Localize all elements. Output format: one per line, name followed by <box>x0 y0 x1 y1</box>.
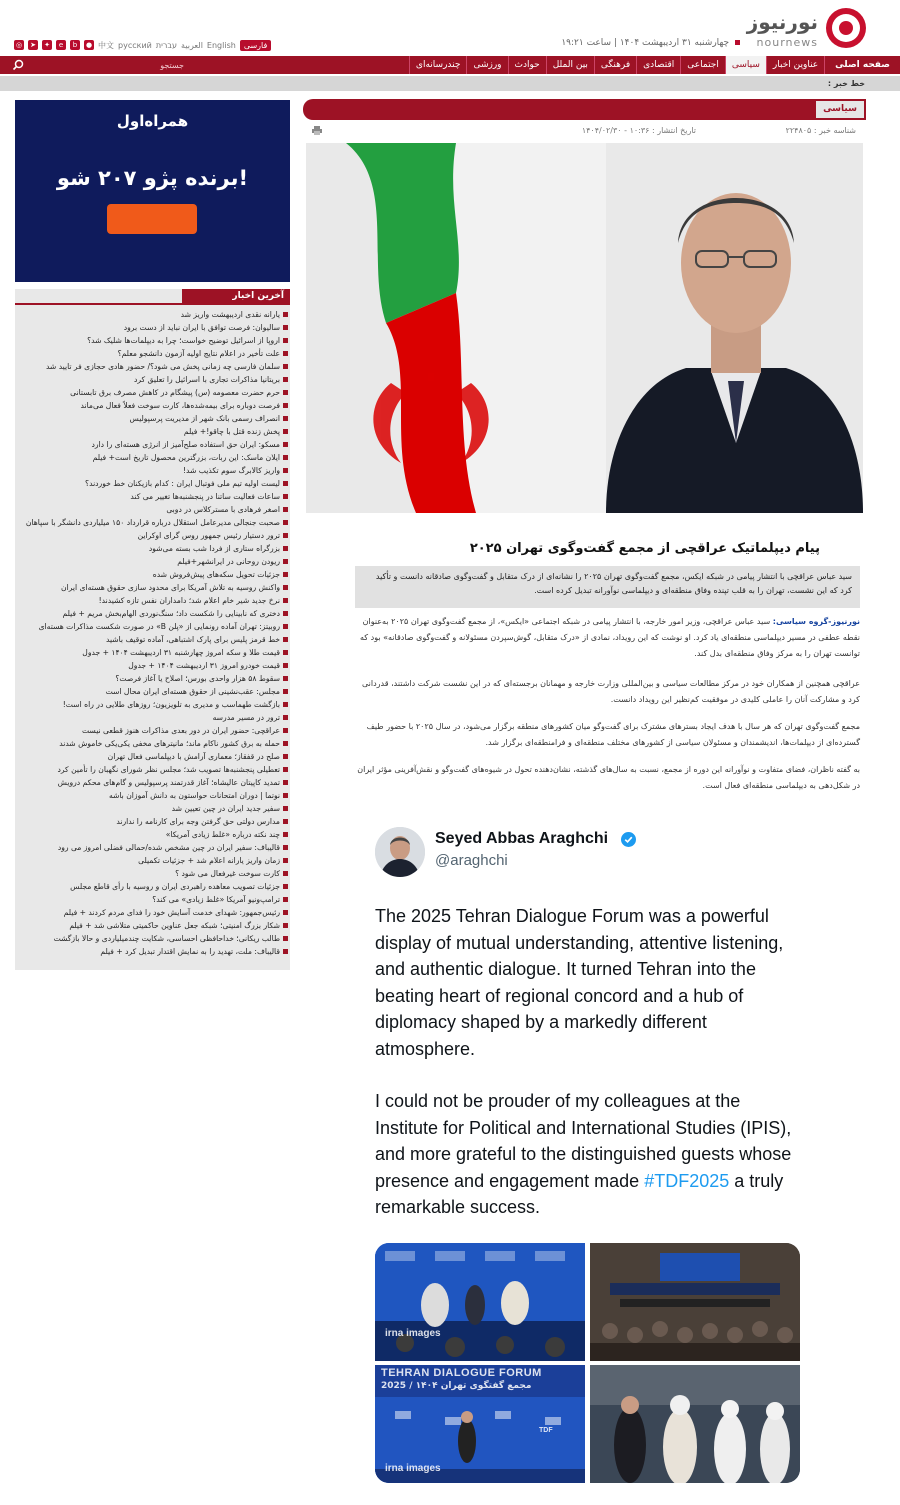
latest-news-item[interactable]: تمدید کاپیتان عالیشاه؛ آغاز قدرتمند پرسپولیس و گام‌های محکم درویش <box>15 776 290 789</box>
latest-news-item[interactable]: سالیوان: فرصت توافق با ایران نباید از دست برود <box>15 321 290 334</box>
tweet-paragraph-2-end: a truly remarkable success. <box>375 1170 784 1217</box>
ad-cta-button[interactable] <box>107 204 197 234</box>
lang-hebrew[interactable]: עברית <box>155 40 178 50</box>
nav-home[interactable]: صفحه اصلی <box>824 56 900 74</box>
nav-multimedia[interactable]: چندرسانه‌ای <box>409 56 467 74</box>
tweet-photo-1[interactable] <box>375 1243 585 1361</box>
telegram-icon[interactable]: ➤ <box>28 40 38 50</box>
article-paragraph-1 <box>355 614 860 662</box>
latest-news-item[interactable]: قیمت طلا و سکه امروز چهارشنبه ۳۱ اردیبهشت ۱۴۰۴ + جدول <box>15 646 290 659</box>
latest-news-item[interactable]: اصغر فرهادی با مسترکلاس در دوبی <box>15 503 290 516</box>
latest-news-item[interactable]: سقوط ۵۸ هزار واحدی بورس؛ اصلاح یا آغاز فرصت؟ <box>15 672 290 685</box>
nav-sports[interactable]: ورزشی <box>466 56 507 74</box>
ad-banner[interactable] <box>15 100 290 282</box>
photo-1-image <box>375 1243 585 1361</box>
latest-news-item[interactable]: فرصت دوباره برای بیمه‌شده‌ها، کارت سوخت فعلاً فعال می‌ماند <box>15 399 290 412</box>
lang-chinese[interactable]: 中文 <box>98 40 114 50</box>
latest-news-item[interactable]: اروپا از اسرائیل توضیح خواست؛ چرا به دیپلمات‌ها شلیک شد؟ <box>15 334 290 347</box>
search-icon[interactable] <box>12 59 24 71</box>
eitaa-icon[interactable]: e <box>56 40 66 50</box>
latest-news-item[interactable]: جزئیات تصویب معاهده راهبردی ایران و روسیه با رأی قاطع مجلس <box>15 880 290 893</box>
photo-3-watermark: irna images <box>385 1463 441 1474</box>
latest-news-item[interactable]: پخش زنده قتل با چاقو!+ فیلم <box>15 425 290 438</box>
latest-news-item[interactable]: زمان واریز یارانه اعلام شد + جزئیات تکمیلی <box>15 854 290 867</box>
tweet-media-grid <box>375 1243 800 1483</box>
latest-news-item[interactable]: یارانه نقدی اردیبهشت واریز شد <box>15 308 290 321</box>
latest-news-item[interactable]: دختری که نابینایی را شکست داد؛ سنگ‌نوردی الهام‌بخش مریم + فیلم <box>15 607 290 620</box>
logo-name: نورنیوز <box>746 10 818 34</box>
tweet-photo-4[interactable] <box>590 1365 800 1483</box>
search-box <box>8 58 188 72</box>
latest-news-item[interactable]: قالیباف: سفیر ایران در چین مشخص شده/حمالی فضلی امروز می رود <box>15 841 290 854</box>
nav-politics[interactable]: سیاسی <box>725 56 766 74</box>
section-bar <box>303 99 866 120</box>
latest-news-item[interactable]: واریز کالابرگ سوم تکذیب شد! <box>15 464 290 477</box>
latest-news-item[interactable]: حمله به برق کشور ناکام ماند؛ مانیترهای مخفی یکی‌یکی خاموش شدند <box>15 737 290 750</box>
latest-news-item[interactable]: صلح در قفقاز؛ معماری آرامش با دیپلماسی فعال تهران <box>15 750 290 763</box>
latest-news-item[interactable]: رئیس‌جمهور: شهدای خدمت آسایش خود را فدای مردم کردند + فیلم <box>15 906 290 919</box>
latest-news-item[interactable]: نرخ جدید شیر خام اعلام شد؛ دامداران نفس تازه کشیدند! <box>15 594 290 607</box>
latest-news-item[interactable]: نوتما | دوران امتحانات حواستون به دانش آموزان باشه <box>15 789 290 802</box>
photo-3-banner-fa: مجمع گفتگوی تهران ۱۴۰۴ / 2025 <box>381 1381 532 1391</box>
latest-news-list <box>15 308 290 958</box>
nav-economy[interactable]: اقتصادی <box>636 56 680 74</box>
bale-icon[interactable]: b <box>70 40 80 50</box>
nav-headlines[interactable]: عناوین اخبار <box>766 56 824 74</box>
article-paragraph-3: مجمع گفت‌وگوی تهران که هر سال با هدف ایجاد بسترهای مشترک برای گفت‌وگو میان کشورهای منطقه برگزار می‌شود، در سال ۲۰۲۵ با حضور طیف گسترده‌ای از دیپلمات‌ها، اندیشمندان و مسئولان سیاسی از کشورهای مختلف منطقه‌ای و فرامنطقه‌ای برگزار شد. <box>366 722 860 747</box>
tweet-author-name[interactable]: Seyed Abbas Araghchi <box>435 830 609 847</box>
article-headline: پیام دیپلماتیک عراقچی از مجمع گفت‌وگوی تهران ۲۰۲۵ <box>469 541 820 556</box>
tweet-photo-3[interactable] <box>375 1365 585 1483</box>
nav-international[interactable]: بین الملل <box>546 56 594 74</box>
calendar-icon <box>735 40 740 45</box>
nournews-logo-icon <box>822 4 870 52</box>
article-lead: سید عباس عراقچی با انتشار پیامی در شبکه ایکس، مجمع گفت‌وگوی تهران ۲۰۲۵ را نشانه‌ای از درک متقابل و گفت‌وگوی صادقانه دانست و تأکید کرد که این نشست، تهران را به قلب تپنده وفاق منطقه‌ای و دیپلماسی نوآورانه تبدیل کرده است. <box>355 566 860 608</box>
latest-news-item[interactable]: تعطیلی پنجشنبه‌ها تصویب شد؛ مجلس نظر شورای نگهبان را تأمین کرد <box>15 763 290 776</box>
verified-badge-icon <box>621 832 636 847</box>
lang-russian[interactable]: русский <box>118 40 152 50</box>
latest-news-item[interactable]: ایلان ماسک: این ربات، بزرگترین محصول تاریخ است+ فیلم <box>15 451 290 464</box>
photo-3-tdf-badge: TDF <box>539 1427 553 1434</box>
tweet-avatar[interactable] <box>375 827 425 877</box>
latest-news-item[interactable]: انصراف رسمی بانک شهر از مدیریت پرسپولیس <box>15 412 290 425</box>
embedded-tweet <box>363 815 811 1495</box>
instagram-icon[interactable]: ◎ <box>15 41 23 49</box>
latest-news-item[interactable]: عراقچی: حضور ایران در دور بعدی مذاکرات هنوز قطعی نیست <box>15 724 290 737</box>
latest-news-item[interactable]: شکار بزرگ امنیتی؛ شبکه جعل عناوین حاکمیتی متلاشی شد + فیلم <box>15 919 290 932</box>
latest-news-item[interactable]: قیمت خودرو امروز ۳۱ اردیبهشت ۱۴۰۴ + جدول <box>15 659 290 672</box>
latest-news-item[interactable]: ترامپ‌ونیو آمریکا «غلط زیادی» می کند؟ <box>15 893 290 906</box>
latest-news-item[interactable]: حرم حضرت معصومه (س) پیشگام در کاهش مصرف برق تابستانی <box>15 386 290 399</box>
latest-news-item[interactable]: بریتانیا مذاکرات تجاری با اسرائیل را تعلیق کرد <box>15 373 290 386</box>
latest-news-item[interactable]: لیست اولیه تیم ملی فوتبال ایران : کدام بازیکنان خط خوردند؟ <box>15 477 290 490</box>
ad-slogan: برنده پژو ۲۰۷ شو! <box>56 166 249 190</box>
news-ticker <box>0 76 900 91</box>
date-text: چهارشنبه ۳۱ اردیبهشت ۱۴۰۴ | ساعت ۱۹:۲۱ <box>561 38 730 48</box>
date-line <box>470 38 740 48</box>
latest-news-item[interactable]: ترور دستیار رئیس جمهور روس گرای اوکراین <box>15 529 290 542</box>
portrait-with-flag-image <box>306 143 863 513</box>
latest-news-panel <box>15 289 290 970</box>
tweet-paragraph-2-start: I could not be prouder of my colleagues at the Institute for Political and International Studies (IPIS), and more grateful to the distinguished guests whose presence and engagement made <box>375 1091 792 1191</box>
latest-news-item[interactable]: ساعات فعالیت ساتنا در پنجشنبه‌ها تغییر می کند <box>15 490 290 503</box>
lang-persian[interactable]: فارسی <box>240 40 272 51</box>
nav-incidents[interactable]: حوادث <box>508 56 546 74</box>
lang-english[interactable]: English <box>206 40 236 50</box>
latest-news-item[interactable]: طالب ریکانی؛ خداحافظی احساسی، شکایت چندمیلیاردی و حالا بازگشت <box>15 932 290 945</box>
nav-culture[interactable]: فرهنگی <box>594 56 636 74</box>
twitter-icon[interactable]: ✦ <box>42 40 52 50</box>
print-icon[interactable] <box>312 126 322 135</box>
lang-arabic[interactable]: العربية <box>181 40 203 50</box>
article-paragraph-4: به گفته ناظران، فضای متفاوت و نوآورانه این دوره از مجمع، نسبت به سال‌های گذشته، نشان‌دهنده تحول در شیوه‌های گفت‌وگو و نقش‌آفرینی مؤثر ایران در شکل‌دهی به دیپلماسی منطقه‌ای فعال است. <box>357 765 860 790</box>
ticker-label: خط خبر : <box>827 79 865 88</box>
latest-news-item[interactable]: خط قرمز پلیس برای پارک اشتباهی، آماده توقیف باشید <box>15 633 290 646</box>
site-header <box>0 0 900 56</box>
latest-news-item[interactable]: سفیر جدید ایران در چین تعیین شد <box>15 802 290 815</box>
latest-news-item[interactable]: صحبت جنجالی مدیرعامل استقلال درباره قرارداد ۱۵۰ میلیاردی دانشگر با سپاهان <box>15 516 290 529</box>
nav-social[interactable]: اجتماعی <box>680 56 725 74</box>
latest-news-item[interactable]: بازگشت طهماسب و مدیری به تلویزیون؛ روزهای طلایی در راه است! <box>15 698 290 711</box>
publish-date: تاریخ انتشار : ۱۰:۳۶ - ۱۴۰۴/۰۲/۳۰ <box>581 126 696 135</box>
tweet-handle[interactable]: @araghchi <box>435 852 508 869</box>
latest-news-item[interactable]: سلمان فارسی چه زمانی پخش می شود؟/ حضور هادی حجازی فر تایید شد <box>15 360 290 373</box>
latest-news-item[interactable]: بزرگراه ستاری از فردا شب بسته می‌شود <box>15 542 290 555</box>
article-meta <box>306 126 856 138</box>
latest-news-divider <box>15 303 290 305</box>
latest-news-item[interactable]: علت تأخیر در اعلام نتایج اولیه آزمون دانشجو معلم؟ <box>15 347 290 360</box>
photo-3-banner-en: TEHRAN DIALOGUE FORUM <box>381 1367 542 1379</box>
avatar-image <box>375 827 425 877</box>
latest-news-item[interactable]: روبیتز: تهران آماده رونمایی از «پلن B» در صورت شکست مذاکرات هسته‌ای <box>15 620 290 633</box>
article-source: نورنیوز-گروه سیاسی: <box>772 617 860 626</box>
photo-1-watermark: irna images <box>385 1328 441 1339</box>
aparat-icon[interactable]: ● <box>85 41 93 49</box>
photo-2-image <box>590 1243 800 1361</box>
section-tag[interactable]: سیاسی <box>816 101 864 118</box>
latest-news-item[interactable]: چند نکته درباره «غلط زیادی آمریکا» <box>15 828 290 841</box>
logo-latin: nournews <box>756 36 818 49</box>
latest-news-item[interactable]: مجلس: عقب‌نشینی از حقوق هسته‌ای ایران محال است <box>15 685 290 698</box>
tweet-paragraph-2 <box>375 1088 805 1221</box>
latest-news-item[interactable]: مدارس دولتی حق گرفتن وجه برای کارنامه را ندارند <box>15 815 290 828</box>
latest-news-item[interactable]: ریودن روحانی در ایرانشهر+فیلم <box>15 555 290 568</box>
tweet-photo-2[interactable] <box>590 1243 800 1361</box>
latest-news-item[interactable]: کارت سوخت غیرفعال می شود ؟ <box>15 867 290 880</box>
latest-news-item[interactable]: مسکو: ایران حق استفاده صلح‌آمیز از انرژی هسته‌ای را دارد <box>15 438 290 451</box>
latest-news-title: آخرین اخبار <box>182 289 290 304</box>
hero-image <box>306 143 863 513</box>
article-paragraph-2: عراقچی همچنین از همکاران خود در مرکز مطالعات سیاسی و بین‌المللی وزارت خارجه و مهمانان برجسته‌ای که در این نشست شرکت داشتند، قدردانی کرد و مشارکت آنان را عاملی کلیدی در موفقیت کم‌نظیر این رویداد دانست. <box>361 679 860 704</box>
latest-news-item[interactable]: ترور در مسیر مدرسه <box>15 711 290 724</box>
ad-brand: همراه‌اول <box>116 112 189 130</box>
latest-news-item[interactable]: واکنش روسیه به تلاش آمریکا برای محدود سازی حقوق هسته‌ای ایران <box>15 581 290 594</box>
tweet-text <box>375 903 805 1247</box>
language-social-bar <box>14 38 271 52</box>
latest-news-item[interactable]: قالیباف: ملت، تهدید را به نمایش اقتدار تبدیل کرد + فیلم <box>15 945 290 958</box>
tweet-hashtag-link[interactable]: #TDF2025 <box>644 1170 730 1191</box>
tweet-paragraph-1: The 2025 Tehran Dialogue Forum was a powerful display of mutual understanding, attentive listening, and authentic dialogue. It turned Tehran into the beating heart of regional concord and a hub of diplomacy shaped by a markedly different atmosphere. <box>375 906 784 1059</box>
latest-news-item[interactable]: جزئیات تحویل سکه‌های پیش‌فروش شده <box>15 568 290 581</box>
site-logo[interactable] <box>730 4 870 52</box>
news-id: شناسه خبر : ۲۲۴۸۰۵ <box>785 126 856 135</box>
article-paragraph-1-text: سید عباس عراقچی، وزیر امور خارجه، با انتشار پیامی در شبکه اجتماعی «ایکس»، از مجمع گفت‌وگوی تهران ۲۰۲۵ به‌عنوان نقطه عطفی در مسیر دیپلماسی منطقه‌ای یاد کرد. او نوشت که این رویداد، نمادی از «درک متقابل، گوش‌سپردن مسئولانه و گفت‌وگوی صادقانه» بود که توانست تهران را به مرکز وفاق منطقه‌ای بدل کند. <box>360 617 860 658</box>
search-input[interactable] <box>34 59 184 71</box>
photo-4-image <box>590 1365 800 1483</box>
